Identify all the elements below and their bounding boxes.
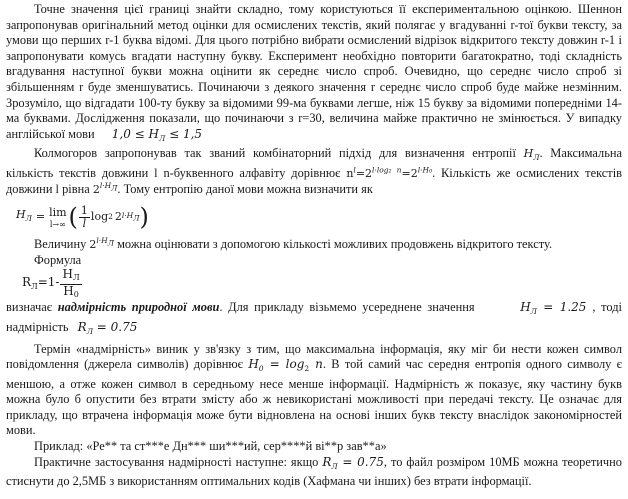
practical-redundancy-value: $R_Л = 0.75$ xyxy=(322,454,384,471)
paragraph-practical-text-b: , то файл розміром 10МБ можна теоретично стиснути до 2,5МБ з використанням оптимальних кодів (Хафмана чи інших) без втрати інформації. xyxy=(6,454,622,489)
meaningful-texts-symbol: $2^{l\cdot H_Л}$ xyxy=(89,236,114,252)
paragraph-kolmogorov-text-b: . Максимальна кількість текстів довжини l n-буквенного алфавіту дорівнює xyxy=(6,146,622,180)
paragraph-kolmogorov-text-a: Колмогоров запропонував так званий комбінаторний підхід для визначення ентропії xyxy=(34,146,516,161)
paragraph-estimate-text-b: можна оцінювати з допомогою кількості можливих продовжень відкритого тексту. xyxy=(117,237,553,252)
max-texts-formula: $n^l=2^{l\cdot log_2 n}=2^{l\cdot H_0}$ xyxy=(346,165,433,180)
paragraph-estimate xyxy=(6,237,622,253)
paragraph-kolmogorov xyxy=(6,146,622,197)
paragraph-redundancy-text-b: . Для прикладу візьмемо усереднене значення xyxy=(219,300,475,315)
paragraph-practical xyxy=(6,455,622,490)
paragraph-redundancy-text-c: , тоді надмірність xyxy=(6,300,622,334)
entropy-limit-formula: $H_Л$ = lim l→∞ ( $\frac{1}{l}$ log 2 2 $l\cdot H_Л$ ) xyxy=(16,203,149,232)
entropy-symbol: $H_Л$ xyxy=(523,147,540,163)
paragraph-redundancy-text-a: визначає xyxy=(6,300,53,315)
paragraph-practical-text-a: Практичне застосування надмірності наступне: якщо xyxy=(34,454,319,469)
paragraph-formula-label xyxy=(6,253,622,269)
paragraph-example xyxy=(6,439,622,455)
formula-label: Формула xyxy=(34,252,82,267)
paragraph-shannon-text: Точне значення цієї границі знайти складно, тому користуються її експериментальною оцінкою. Шеннон запропонував оригінальний метод оцінки для осмислених текстів, який полягає у вгадуванні r-тої букви тексту, за умови що перших r-1 буква відомі. Для цього потрібно вибрати осмислений відрізок відкритого тексту довжин r-1 і запропонувати комусь вгадати наступну букву. Експеримент необхідно повторити багатократно, тоді складність вгадування наступної букви можна оцінити як середнє число спроб. Очевидно, що середнє число спроб зі збільшенням r буде зменшуватись. Починаючи з деякого значення r середнє число спроб буде майже незмінним. Зрозуміло, що відгадати 100-ту букву за відомими 99-ма буквами легше, ніж 15 букву за відомими попередніми 14-ма буквами. Дослідження показали, що починаючи з r=30, величина майже практично не змінюється. У випадку англійської мови xyxy=(6,2,622,141)
paragraph-term-text-b: . В той самий час середня ентропія одного символу є меншою, а отже кожен символ в середньому несе менше інформації. Надмірність ж показує, яку частину букв можна було б опустити без втрати змісту або ж невикористані можливості при передачі тексту. Це означає для прикладу, що втрачена інформація може бути відновлена на основі інших букв тексту внаслідок закономірностей мови. xyxy=(6,357,622,438)
example-text: Приклад: «Ре** та ст***е Дн*** ши***ий, сер****й ві**р зав**а» xyxy=(34,439,387,454)
paragraph-estimate-text-a: Величину xyxy=(34,237,87,252)
redundancy-value: $R_Л = 0.75$ xyxy=(77,319,138,336)
paragraph-kolmogorov-text-d: . Тому ентропію даної мови можна визначити як xyxy=(117,181,373,196)
meaningful-texts-formula: $2^{l\cdot H_Л}$ xyxy=(92,180,118,196)
paragraph-term-text-a: Термін «надмірність» виник у зв'язку з тим, що максимальна інформація, яку міг би нести кожен символ повідомлення (джерела символів) дорівнює xyxy=(6,341,622,372)
paragraph-term xyxy=(6,342,622,440)
paragraph-redundancy xyxy=(6,300,622,339)
entropy-value: $H_Л = 1.25$ xyxy=(520,300,587,317)
paragraph-kolmogorov-text-c: . Кількість же осмислених текстів довжини l рівна xyxy=(6,165,623,196)
redundancy-formula: $R_Л=1-$ $\frac{HЛ}{H0}$ xyxy=(22,266,80,299)
redundancy-term: надмірність природної мови xyxy=(57,300,220,315)
english-entropy-range: $1,0 \le H_Л \le 1,5$ xyxy=(111,126,203,143)
paragraph-shannon xyxy=(6,2,622,146)
max-entropy-formula: $H_0 = \log_2 n$ xyxy=(248,357,323,374)
